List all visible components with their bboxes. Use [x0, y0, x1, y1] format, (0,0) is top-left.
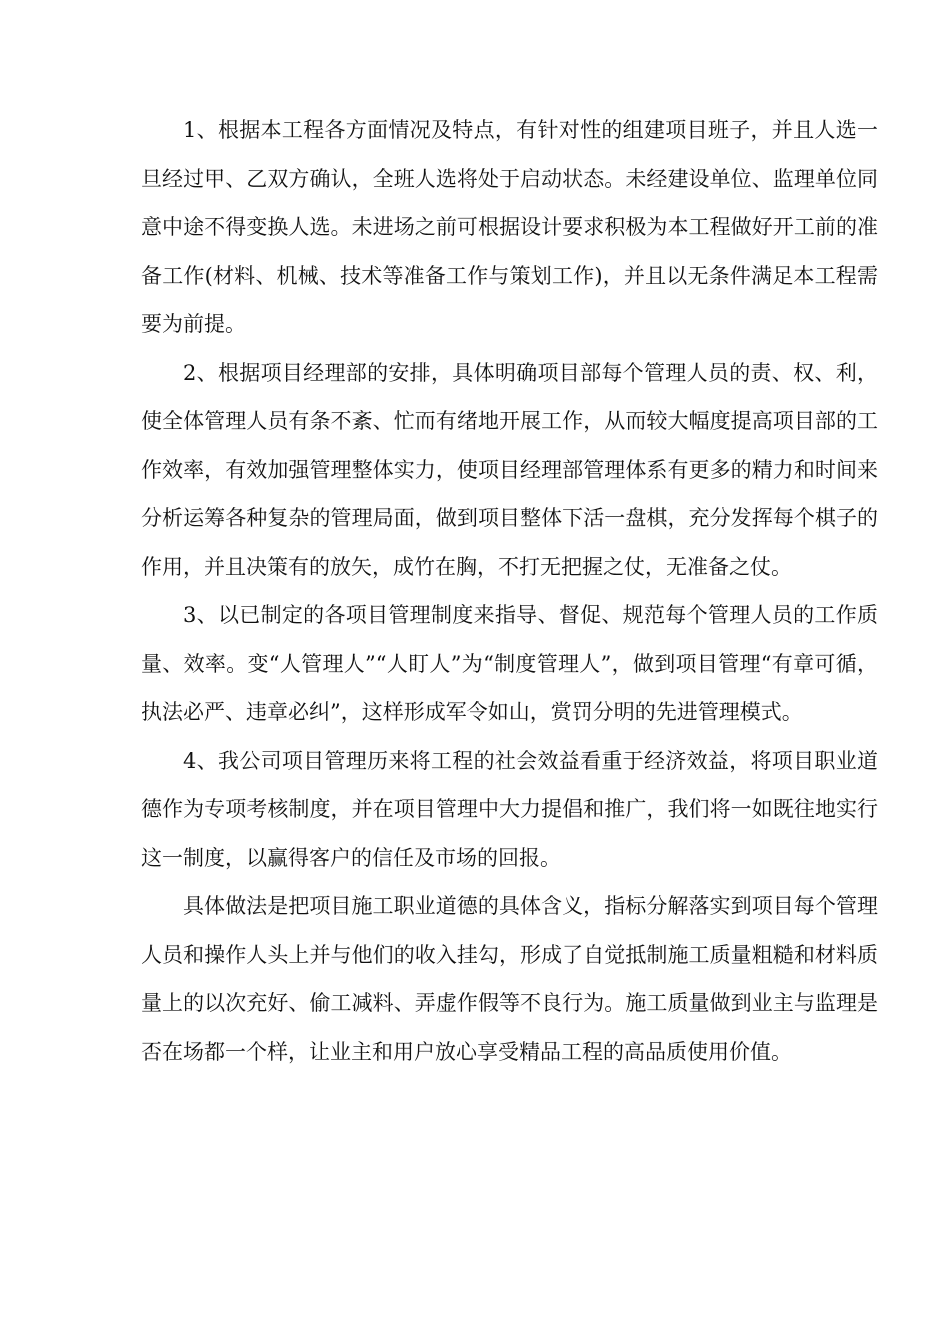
paragraph-3: 3、以已制定的各项目管理制度来指导、督促、规范每个管理人员的工作质量、效率。变“人管理人”“人盯人”为“制度管理人”，做到项目管理“有章可循，执法必严、违章必纠”，这样形成军令如山，赏罚分明的先进管理模式。: [141, 603, 878, 724]
paragraph-4: 4、我公司项目管理历来将工程的社会效益看重于经济效益，将项目职业道德作为专项考核制度，并在项目管理中大力提倡和推广，我们将一如既往地实行这一制度，以赢得客户的信任及市场的回报。: [141, 748, 878, 870]
document-body: [141, 106, 878, 1076]
paragraph-5: 具体做法是把项目施工职业道德的具体含义，指标分解落实到项目每个管理人员和操作人头上并与他们的收入挂勾，形成了自觉抵制施工质量粗糙和材料质量上的以次充好、偷工减料、弄虚作假等不良行为。施工质量做到业主与监理是否在场都一个样，让业主和用户放心享受精品工程的高品质使用价值。: [141, 894, 878, 1064]
paragraph-1: 1、根据本工程各方面情况及特点，有针对性的组建项目班子，并且人选一旦经过甲、乙双方确认，全班人选将处于启动状态。未经建设单位、监理单位同意中途不得变换人选。未进场之前可根据设计要求积极为本工程做好开工前的准备工作(材料、机械、技术等准备工作与策划工作)，并且以无条件满足本工程需要为前提。: [141, 118, 878, 336]
paragraph-2: 2、根据项目经理部的安排，具体明确项目部每个管理人员的责、权、利，使全体管理人员有条不紊、忙而有绪地开展工作，从而较大幅度提高项目部的工作效率，有效加强管理整体实力，使项目经理部管理体系有更多的精力和时间来分析运筹各种复杂的管理局面，做到项目整体下活一盘棋，充分发挥每个棋子的作用，并且决策有的放矢，成竹在胸，不打无把握之仗，无准备之仗。: [141, 360, 878, 579]
